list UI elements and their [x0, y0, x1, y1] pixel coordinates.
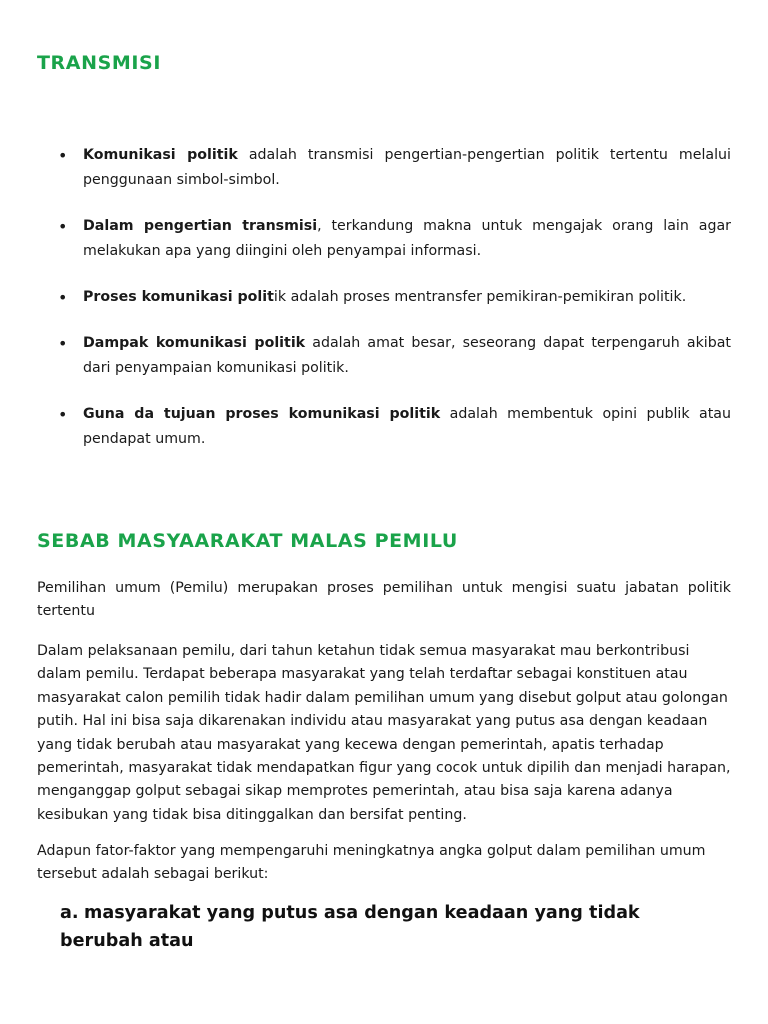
bullet-icon: • [58, 288, 68, 307]
bullet-bold-text: Guna da tujuan proses komunikasi politik [83, 406, 441, 422]
list-item-text: masyarakat yang putus asa dengan keadaan yang tidak berubah atau [60, 903, 640, 951]
list-item [58, 331, 731, 381]
alpha-list-item [60, 899, 680, 955]
list-item [58, 143, 731, 193]
bullet-text: adalah amat besar, seseorang dapat terpengaruh akibat dari penyampaian komunikasi politik. [83, 335, 731, 376]
list-marker: a. [60, 903, 79, 923]
paragraph-factors-intro: Adapun fator-faktor yang mempengaruhi meningkatnya angka golput dalam pemilihan umum tersebut adalah sebagai berikut: [37, 843, 706, 883]
bullet-icon: • [58, 146, 68, 165]
bullet-icon: • [58, 334, 68, 353]
list-item [58, 214, 731, 264]
bullet-text: ik adalah proses mentransfer pemikiran-pemikiran politik. [273, 289, 687, 305]
bullet-bold-text: Komunikasi politik [83, 147, 238, 163]
section-title-transmisi: TRANSMISI [37, 52, 162, 74]
list-item [58, 402, 731, 452]
bullet-bold-text: Proses komunikasi polit [83, 289, 274, 305]
bullet-text: , terkandung makna untuk mengajak orang lain agar melakukan apa yang diingini oleh penyampai informasi. [83, 218, 731, 259]
section-title-malas-pemilu: SEBAB MASYAARAKAT MALAS PEMILU [37, 530, 458, 552]
list-item [58, 285, 731, 310]
bullet-text: adalah transmisi pengertian-pengertian politik tertentu melalui penggunaan simbol-simbol. [83, 147, 731, 188]
paragraph-pemilu-definition: Pemilihan umum (Pemilu) merupakan proses pemilihan untuk mengisi suatu jabatan politik tertentu [37, 580, 731, 620]
bullet-bold-text: Dalam pengertian transmisi [83, 218, 318, 234]
bullet-bold-text: Dampak komunikasi politik [83, 335, 306, 351]
bullet-icon: • [58, 217, 68, 236]
bullet-text: adalah membentuk opini publik atau pendapat umum. [83, 406, 731, 447]
paragraph-golput-explanation: Dalam pelaksanaan pemilu, dari tahun ketahun tidak semua masyarakat mau berkontribusi dalam pemilu. Terdapat beberapa masyarakat yang telah terdaftar sebagai konstituen atau masyarakat calon pemilih tidak hadir dalam pemilihan umum yang disebut golput atau golongan putih. Hal ini bisa saja dikarenakan individu atau masyarakat yang putus asa dengan keadaan yang tidak berubah atau masyarakat yang kecewa dengan pemerintah, apatis terhadap pemerintah, masyarakat tidak mendapatkan figur yang cocok untuk dipilih dan menjadi harapan, menganggap golput sebagai sikap memprotes pemerintah, atau bisa saja karena adanya kesibukan yang tidak bisa ditinggalkan dan bersifat penting. [37, 643, 731, 823]
bullet-list [58, 143, 731, 473]
bullet-icon: • [58, 405, 68, 424]
